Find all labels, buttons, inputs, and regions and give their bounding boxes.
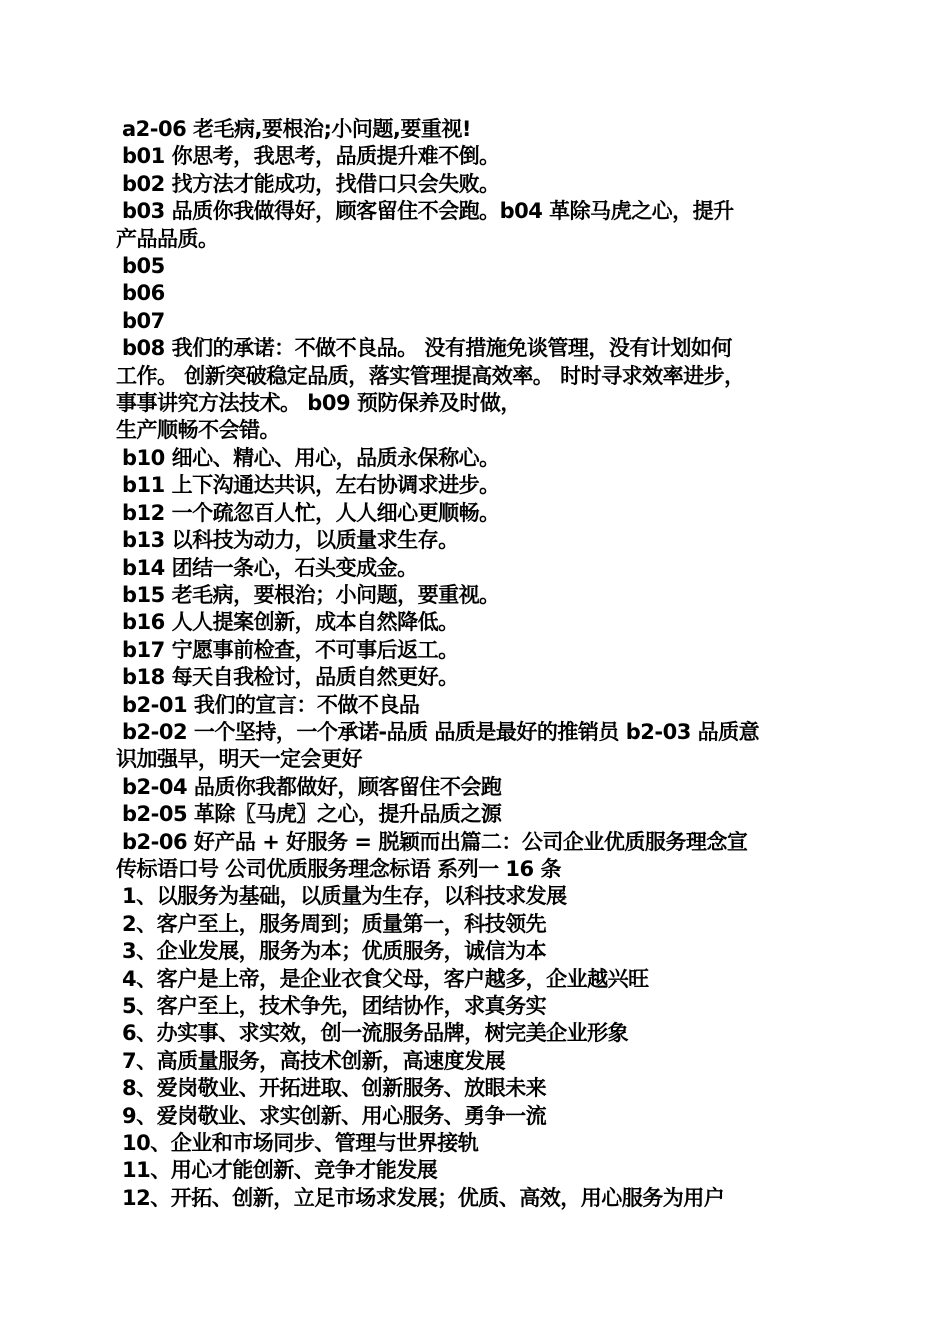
text-line: 7、高质量服务，高技术创新，高速度发展 <box>122 1048 506 1073</box>
text-line: 产品品质。 <box>116 226 219 251</box>
text-line: b16 人人提案创新，成本自然降低。 <box>122 610 459 635</box>
text-line: 8、爱岗敬业、开拓进取、创新服务、放眼未来 <box>122 1076 547 1101</box>
text-line: b18 每天自我检讨，品质自然更好。 <box>122 665 459 690</box>
text-line: a2-06 老毛病,要根治;小问题,要重视! <box>122 117 471 141</box>
text-line: b13 以科技为动力，以质量求生存。 <box>122 528 459 553</box>
text-line: b05 <box>122 254 165 279</box>
text-line: 12、开拓、创新，立足市场求发展；优质、高效，用心服务为用户 <box>122 1185 725 1210</box>
text-line: b15 老毛病，要根治；小问题，要重视。 <box>122 582 500 607</box>
text-line: 6、办实事、求实效，创一流服务品牌，树完美企业形象 <box>122 1021 629 1046</box>
text-line: 11、用心才能创新、竞争才能发展 <box>122 1158 438 1183</box>
text-line: b2-06 好产品 + 好服务 = 脱颖而出篇二：公司企业优质服务理念宣 <box>122 829 748 854</box>
text-line: 3、企业发展，服务为本；优质服务，诚信为本 <box>122 939 547 964</box>
text-line: b2-01 我们的宣言：不做不良品 <box>122 692 420 717</box>
text-line: 识加强早，明天一定会更好 <box>116 747 362 772</box>
text-line: b06 <box>122 281 165 306</box>
text-line: 10、企业和市场同步、管理与世界接轨 <box>122 1131 479 1156</box>
text-line: b10 细心、精心、用心，品质永保称心。 <box>122 445 500 470</box>
text-line: 1、以服务为基础，以质量为生存，以科技求发展 <box>122 884 567 909</box>
text-line: b08 我们的承诺：不做不良品。 没有措施免谈管理，没有计划如何 <box>122 336 732 361</box>
text-line: b11 上下沟通达共识，左右协调求进步。 <box>122 473 500 498</box>
text-line: 事事讲究方法技术。 b09 预防保养及时做， <box>116 391 521 416</box>
text-line: 5、客户至上，技术争先，团结协作，求真务实 <box>122 994 547 1018</box>
text-line: b03 品质你我做得好，顾客留住不会跑。b04 革除马虎之心，提升 <box>122 199 734 224</box>
text-line: b2-04 品质你我都做好，顾客留住不会跑 <box>122 774 502 799</box>
text-line: b2-02 一个坚持，一个承诺-品质 品质是最好的推销员 b2-03 品质意 <box>122 719 760 744</box>
text-line: 2、客户至上，服务周到；质量第一，科技领先 <box>122 911 547 936</box>
text-line: b01 你思考，我思考，品质提升难不倒。 <box>122 144 500 169</box>
document-body <box>116 116 846 1212</box>
text-line: b02 找方法才能成功，找借口只会失败。 <box>122 171 500 196</box>
text-line: 工作。 创新突破稳定品质，落实管理提高效率。 时时寻求效率进步， <box>116 363 745 388</box>
text-line: b2-05 革除〖马虎〗之心，提升品质之源 <box>122 802 502 827</box>
text-line: 9、爱岗敬业、求实创新、用心服务、勇争一流 <box>122 1103 547 1128</box>
text-line: b17 宁愿事前检查，不可事后返工。 <box>122 637 459 662</box>
text-line: b07 <box>122 308 165 333</box>
text-line: 生产顺畅不会错。 <box>116 418 280 443</box>
text-line: 传标语口号 公司优质服务理念标语 系列一 16 条 <box>116 856 561 881</box>
text-line: 4、客户是上帝，是企业衣食父母，客户越多，企业越兴旺 <box>122 966 649 991</box>
text-line: b14 团结一条心，石头变成金。 <box>122 555 418 580</box>
text-line: b12 一个疏忽百人忙，人人细心更顺畅。 <box>122 500 500 525</box>
